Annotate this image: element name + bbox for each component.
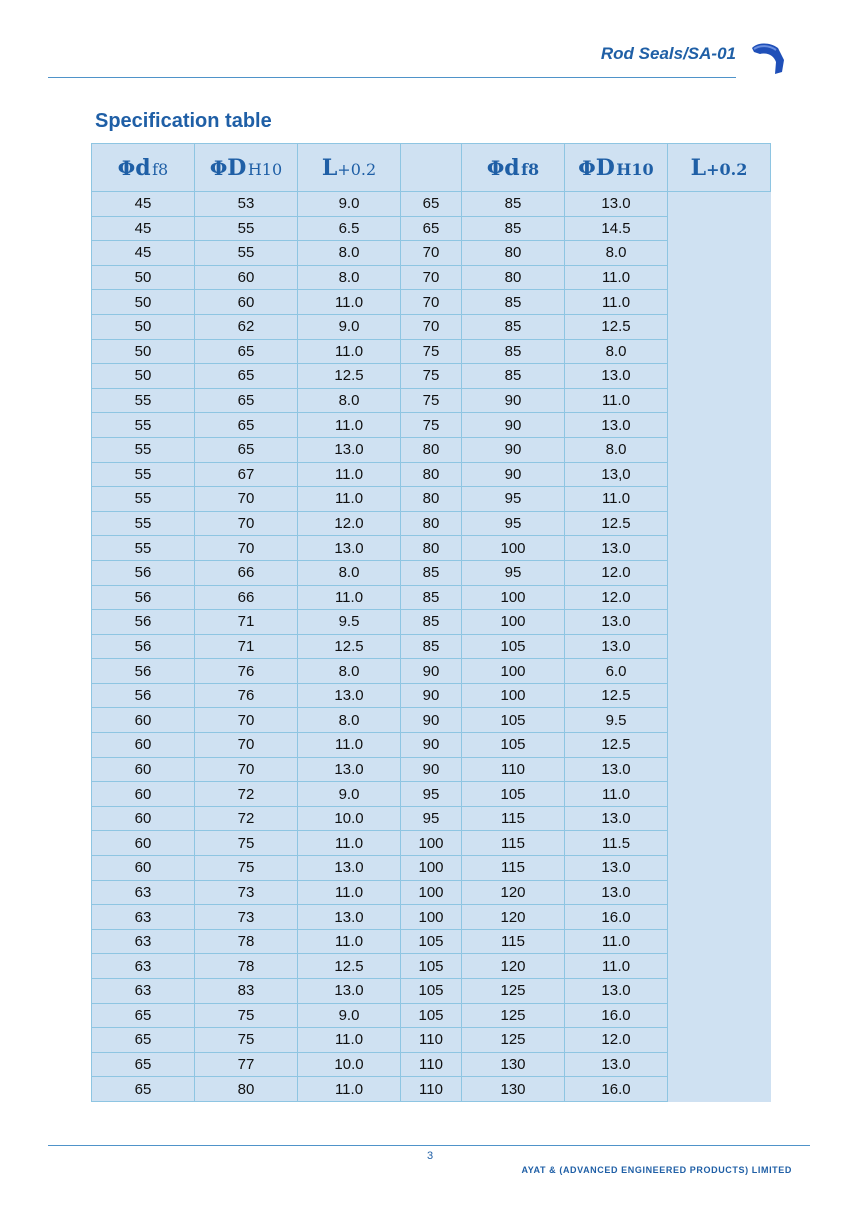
- cell-groove-diameter: 75: [195, 856, 298, 881]
- cell-groove-diameter: 115: [462, 929, 565, 954]
- cell-groove-diameter: 125: [462, 1028, 565, 1053]
- cell-groove-length: 13.0: [565, 1052, 668, 1077]
- cell-groove-diameter: 70: [195, 708, 298, 733]
- cell-rod-diameter: 65: [92, 1077, 195, 1102]
- cell-rod-diameter: 85: [401, 610, 462, 635]
- cell-rod-diameter: 55: [92, 462, 195, 487]
- cell-rod-diameter: 63: [92, 880, 195, 905]
- cell-groove-length: 8.0: [298, 388, 401, 413]
- cell-groove-length: 16.0: [565, 905, 668, 930]
- cell-groove-diameter: 100: [462, 585, 565, 610]
- cell-groove-diameter: 115: [462, 831, 565, 856]
- cell-groove-diameter: 65: [195, 388, 298, 413]
- cell-rod-diameter: 63: [92, 954, 195, 979]
- cell-rod-diameter: 110: [401, 1077, 462, 1102]
- cell-groove-diameter: 100: [462, 610, 565, 635]
- header-L-left: L+0.2: [298, 144, 401, 192]
- header-d-right: Φd f8: [462, 144, 565, 192]
- cell-groove-length: 11.0: [298, 462, 401, 487]
- table-row: [92, 757, 771, 782]
- section-title: Specification table: [95, 110, 272, 132]
- cell-groove-diameter: 90: [462, 462, 565, 487]
- table-row: [92, 462, 771, 487]
- cell-rod-diameter: 90: [401, 757, 462, 782]
- cell-rod-diameter: 45: [92, 216, 195, 241]
- cell-groove-length: 12.5: [565, 683, 668, 708]
- table-row: [92, 1028, 771, 1053]
- cell-rod-diameter: 70: [401, 241, 462, 266]
- cell-groove-length: 12.5: [298, 634, 401, 659]
- cell-rod-diameter: 45: [92, 241, 195, 266]
- cell-rod-diameter: 90: [401, 708, 462, 733]
- cell-rod-diameter: 85: [401, 560, 462, 585]
- cell-groove-length: 9.0: [298, 1003, 401, 1028]
- cell-rod-diameter: 105: [401, 1003, 462, 1028]
- cell-rod-diameter: 80: [401, 462, 462, 487]
- cell-rod-diameter: 75: [401, 388, 462, 413]
- cell-rod-diameter: 55: [92, 437, 195, 462]
- cell-groove-diameter: 85: [462, 192, 565, 217]
- cell-groove-diameter: 120: [462, 905, 565, 930]
- cell-rod-diameter: 56: [92, 610, 195, 635]
- cell-rod-diameter: 95: [401, 782, 462, 807]
- cell-groove-diameter: 70: [195, 536, 298, 561]
- table-gap-column: [401, 144, 462, 192]
- cell-groove-length: 13.0: [298, 856, 401, 881]
- cell-rod-diameter: 50: [92, 290, 195, 315]
- table-row: [92, 1077, 771, 1102]
- cell-groove-length: 12.5: [298, 954, 401, 979]
- cell-groove-length: 13.0: [298, 536, 401, 561]
- cell-groove-diameter: 100: [462, 659, 565, 684]
- table-row: [92, 880, 771, 905]
- cell-rod-diameter: 85: [401, 585, 462, 610]
- cell-groove-diameter: 65: [195, 413, 298, 438]
- table-row: [92, 536, 771, 561]
- cell-rod-diameter: 60: [92, 831, 195, 856]
- cell-groove-diameter: 90: [462, 413, 565, 438]
- table-row: [92, 241, 771, 266]
- cell-groove-diameter: 73: [195, 905, 298, 930]
- cell-groove-diameter: 71: [195, 610, 298, 635]
- cell-groove-length: 12.0: [565, 1028, 668, 1053]
- cell-groove-length: 12.0: [565, 560, 668, 585]
- cell-rod-diameter: 70: [401, 314, 462, 339]
- cell-groove-diameter: 75: [195, 831, 298, 856]
- cell-groove-length: 13.0: [565, 757, 668, 782]
- cell-groove-length: 11.0: [565, 290, 668, 315]
- cell-groove-length: 11.0: [298, 880, 401, 905]
- cell-groove-diameter: 105: [462, 708, 565, 733]
- table-row: [92, 1052, 771, 1077]
- cell-rod-diameter: 105: [401, 954, 462, 979]
- cell-groove-diameter: 130: [462, 1077, 565, 1102]
- cell-groove-length: 12.5: [565, 314, 668, 339]
- cell-groove-diameter: 130: [462, 1052, 565, 1077]
- cell-rod-diameter: 63: [92, 929, 195, 954]
- cell-groove-diameter: 120: [462, 880, 565, 905]
- cell-groove-length: 11.0: [298, 831, 401, 856]
- table-row: [92, 511, 771, 536]
- cell-groove-diameter: 83: [195, 979, 298, 1004]
- cell-groove-diameter: 80: [462, 241, 565, 266]
- cell-groove-length: 8.0: [298, 265, 401, 290]
- cell-groove-length: 13.0: [298, 757, 401, 782]
- cell-rod-diameter: 45: [92, 192, 195, 217]
- table-row: [92, 782, 771, 807]
- cell-rod-diameter: 63: [92, 905, 195, 930]
- cell-groove-length: 8.0: [298, 560, 401, 585]
- cell-groove-length: 14.5: [565, 216, 668, 241]
- cell-rod-diameter: 65: [92, 1003, 195, 1028]
- table-row: [92, 634, 771, 659]
- table-row: [92, 560, 771, 585]
- cell-groove-diameter: 85: [462, 339, 565, 364]
- cell-groove-diameter: 55: [195, 241, 298, 266]
- cell-groove-length: 11.0: [298, 413, 401, 438]
- table-row: [92, 708, 771, 733]
- cell-rod-diameter: 50: [92, 265, 195, 290]
- cell-rod-diameter: 50: [92, 314, 195, 339]
- cell-groove-diameter: 76: [195, 683, 298, 708]
- cell-rod-diameter: 90: [401, 659, 462, 684]
- cell-groove-diameter: 100: [462, 683, 565, 708]
- cell-rod-diameter: 110: [401, 1052, 462, 1077]
- cell-groove-length: 12.5: [565, 733, 668, 758]
- cell-groove-length: 8.0: [298, 708, 401, 733]
- cell-rod-diameter: 50: [92, 339, 195, 364]
- cell-groove-diameter: 70: [195, 757, 298, 782]
- cell-groove-length: 13.0: [565, 806, 668, 831]
- table-row: [92, 314, 771, 339]
- cell-groove-length: 11.0: [298, 585, 401, 610]
- cell-groove-length: 9.5: [565, 708, 668, 733]
- table-row: [92, 659, 771, 684]
- cell-groove-diameter: 105: [462, 634, 565, 659]
- cell-groove-length: 11.0: [565, 954, 668, 979]
- cell-groove-length: 9.0: [298, 782, 401, 807]
- header-d-left: Φd f8: [92, 144, 195, 192]
- cell-groove-length: 12.0: [565, 585, 668, 610]
- cell-groove-diameter: 115: [462, 806, 565, 831]
- cell-groove-diameter: 62: [195, 314, 298, 339]
- table-row: [92, 487, 771, 512]
- cell-rod-diameter: 85: [401, 634, 462, 659]
- cell-rod-diameter: 56: [92, 659, 195, 684]
- cell-rod-diameter: 65: [92, 1052, 195, 1077]
- cell-rod-diameter: 55: [92, 536, 195, 561]
- cell-groove-length: 13.0: [298, 979, 401, 1004]
- company-name: AYAT & (ADVANCED ENGINEERED PRODUCTS) LIMITED: [521, 1165, 792, 1175]
- table-row: [92, 388, 771, 413]
- cell-groove-length: 11.0: [565, 388, 668, 413]
- cell-rod-diameter: 90: [401, 683, 462, 708]
- cell-groove-diameter: 60: [195, 265, 298, 290]
- cell-rod-diameter: 70: [401, 265, 462, 290]
- table-row: [92, 954, 771, 979]
- cell-groove-diameter: 72: [195, 782, 298, 807]
- cell-rod-diameter: 55: [92, 511, 195, 536]
- cell-groove-length: 11.0: [565, 929, 668, 954]
- cell-groove-length: 13.0: [565, 880, 668, 905]
- cell-groove-diameter: 95: [462, 511, 565, 536]
- cell-groove-length: 16.0: [565, 1003, 668, 1028]
- cell-rod-diameter: 63: [92, 979, 195, 1004]
- cell-groove-diameter: 95: [462, 560, 565, 585]
- cell-groove-length: 13.0: [565, 610, 668, 635]
- cell-groove-length: 8.0: [565, 339, 668, 364]
- cell-groove-length: 9.5: [298, 610, 401, 635]
- cell-groove-length: 8.0: [298, 241, 401, 266]
- cell-groove-length: 11.0: [565, 265, 668, 290]
- cell-groove-length: 13.0: [565, 856, 668, 881]
- cell-rod-diameter: 55: [92, 388, 195, 413]
- cell-rod-diameter: 100: [401, 856, 462, 881]
- cell-groove-diameter: 71: [195, 634, 298, 659]
- cell-groove-length: 9.0: [298, 192, 401, 217]
- cell-groove-diameter: 76: [195, 659, 298, 684]
- table-row: [92, 192, 771, 217]
- cell-groove-length: 13.0: [565, 979, 668, 1004]
- cell-rod-diameter: 60: [92, 708, 195, 733]
- cell-groove-length: 11.0: [565, 487, 668, 512]
- cell-groove-diameter: 90: [462, 388, 565, 413]
- cell-groove-length: 13.0: [298, 437, 401, 462]
- header-divider: [48, 77, 736, 78]
- cell-rod-diameter: 60: [92, 806, 195, 831]
- cell-rod-diameter: 55: [92, 487, 195, 512]
- cell-groove-diameter: 75: [195, 1028, 298, 1053]
- cell-groove-diameter: 65: [195, 364, 298, 389]
- cell-groove-length: 11.0: [298, 733, 401, 758]
- table-row: [92, 733, 771, 758]
- specification-table: [91, 143, 771, 1102]
- cell-groove-length: 12.5: [298, 364, 401, 389]
- page-number: 3: [426, 1150, 434, 1162]
- cell-rod-diameter: 56: [92, 585, 195, 610]
- table-row: [92, 364, 771, 389]
- table-row: [92, 585, 771, 610]
- cell-groove-length: 13.0: [298, 905, 401, 930]
- cell-rod-diameter: 65: [92, 1028, 195, 1053]
- cell-groove-diameter: 125: [462, 1003, 565, 1028]
- table-row: [92, 683, 771, 708]
- cell-groove-diameter: 70: [195, 487, 298, 512]
- cell-rod-diameter: 55: [92, 413, 195, 438]
- cell-groove-length: 13,0: [565, 462, 668, 487]
- cell-groove-diameter: 85: [462, 314, 565, 339]
- cell-rod-diameter: 56: [92, 634, 195, 659]
- cell-groove-length: 11.0: [298, 1028, 401, 1053]
- cell-groove-diameter: 78: [195, 954, 298, 979]
- table-row: [92, 905, 771, 930]
- cell-rod-diameter: 100: [401, 905, 462, 930]
- cell-rod-diameter: 100: [401, 880, 462, 905]
- cell-rod-diameter: 50: [92, 364, 195, 389]
- cell-groove-length: 11.0: [298, 290, 401, 315]
- seal-profile-icon: [748, 40, 788, 76]
- cell-rod-diameter: 56: [92, 683, 195, 708]
- cell-groove-length: 8.0: [565, 437, 668, 462]
- cell-rod-diameter: 80: [401, 437, 462, 462]
- cell-groove-diameter: 125: [462, 979, 565, 1004]
- footer-divider: [48, 1145, 810, 1146]
- cell-groove-length: 11.0: [298, 929, 401, 954]
- cell-groove-length: 13.0: [565, 192, 668, 217]
- cell-groove-length: 12.0: [298, 511, 401, 536]
- cell-rod-diameter: 60: [92, 757, 195, 782]
- cell-groove-diameter: 90: [462, 437, 565, 462]
- cell-groove-length: 11.0: [565, 782, 668, 807]
- cell-groove-diameter: 110: [462, 757, 565, 782]
- header-D-right: ΦD H10: [565, 144, 668, 192]
- cell-rod-diameter: 100: [401, 831, 462, 856]
- cell-rod-diameter: 80: [401, 536, 462, 561]
- table-row: [92, 290, 771, 315]
- cell-groove-diameter: 66: [195, 585, 298, 610]
- table-row: [92, 831, 771, 856]
- cell-rod-diameter: 95: [401, 806, 462, 831]
- cell-rod-diameter: 60: [92, 782, 195, 807]
- cell-groove-diameter: 85: [462, 216, 565, 241]
- cell-rod-diameter: 56: [92, 560, 195, 585]
- cell-groove-diameter: 80: [462, 265, 565, 290]
- cell-groove-length: 6.5: [298, 216, 401, 241]
- cell-groove-length: 16.0: [565, 1077, 668, 1102]
- header-L-right: L+0.2: [668, 144, 771, 192]
- cell-rod-diameter: 90: [401, 733, 462, 758]
- cell-groove-diameter: 72: [195, 806, 298, 831]
- cell-rod-diameter: 75: [401, 339, 462, 364]
- cell-groove-length: 13.0: [565, 536, 668, 561]
- cell-groove-length: 11.0: [298, 339, 401, 364]
- cell-rod-diameter: 105: [401, 979, 462, 1004]
- cell-groove-length: 8.0: [298, 659, 401, 684]
- table-header-row: [92, 144, 771, 192]
- table-row: [92, 1003, 771, 1028]
- cell-rod-diameter: 60: [92, 856, 195, 881]
- document-header-title: Rod Seals/SA-01: [600, 44, 736, 63]
- cell-rod-diameter: 80: [401, 487, 462, 512]
- table-row: [92, 856, 771, 881]
- cell-rod-diameter: 65: [401, 216, 462, 241]
- cell-groove-diameter: 85: [462, 290, 565, 315]
- cell-groove-length: 11.0: [298, 1077, 401, 1102]
- cell-groove-diameter: 105: [462, 782, 565, 807]
- cell-groove-diameter: 65: [195, 437, 298, 462]
- cell-groove-diameter: 85: [462, 364, 565, 389]
- cell-rod-diameter: 80: [401, 511, 462, 536]
- cell-rod-diameter: 75: [401, 413, 462, 438]
- cell-groove-diameter: 75: [195, 1003, 298, 1028]
- cell-groove-diameter: 53: [195, 192, 298, 217]
- cell-groove-diameter: 66: [195, 560, 298, 585]
- cell-rod-diameter: 70: [401, 290, 462, 315]
- cell-rod-diameter: 65: [401, 192, 462, 217]
- cell-groove-diameter: 73: [195, 880, 298, 905]
- cell-groove-length: 11.0: [298, 487, 401, 512]
- cell-groove-diameter: 80: [195, 1077, 298, 1102]
- cell-rod-diameter: 105: [401, 929, 462, 954]
- cell-rod-diameter: 110: [401, 1028, 462, 1053]
- cell-groove-length: 13.0: [565, 413, 668, 438]
- cell-groove-diameter: 77: [195, 1052, 298, 1077]
- cell-groove-length: 6.0: [565, 659, 668, 684]
- cell-groove-length: 10.0: [298, 806, 401, 831]
- cell-groove-length: 9.0: [298, 314, 401, 339]
- cell-groove-diameter: 60: [195, 290, 298, 315]
- table-row: [92, 806, 771, 831]
- cell-groove-diameter: 120: [462, 954, 565, 979]
- cell-groove-length: 12.5: [565, 511, 668, 536]
- cell-groove-length: 13.0: [565, 364, 668, 389]
- cell-groove-diameter: 55: [195, 216, 298, 241]
- cell-groove-length: 8.0: [565, 241, 668, 266]
- table-row: [92, 413, 771, 438]
- cell-groove-diameter: 115: [462, 856, 565, 881]
- cell-groove-length: 13.0: [298, 683, 401, 708]
- cell-groove-length: 11.5: [565, 831, 668, 856]
- table-row: [92, 929, 771, 954]
- header-D-left: ΦD H10: [195, 144, 298, 192]
- cell-groove-diameter: 105: [462, 733, 565, 758]
- cell-groove-diameter: 70: [195, 733, 298, 758]
- cell-groove-diameter: 65: [195, 339, 298, 364]
- table-row: [92, 979, 771, 1004]
- cell-rod-diameter: 75: [401, 364, 462, 389]
- cell-groove-length: 10.0: [298, 1052, 401, 1077]
- table-row: [92, 339, 771, 364]
- cell-groove-length: 13.0: [565, 634, 668, 659]
- cell-groove-diameter: 78: [195, 929, 298, 954]
- cell-groove-diameter: 100: [462, 536, 565, 561]
- table-row: [92, 437, 771, 462]
- cell-groove-diameter: 70: [195, 511, 298, 536]
- table-row: [92, 610, 771, 635]
- cell-rod-diameter: 60: [92, 733, 195, 758]
- cell-groove-diameter: 95: [462, 487, 565, 512]
- table-row: [92, 216, 771, 241]
- table-row: [92, 265, 771, 290]
- cell-groove-diameter: 67: [195, 462, 298, 487]
